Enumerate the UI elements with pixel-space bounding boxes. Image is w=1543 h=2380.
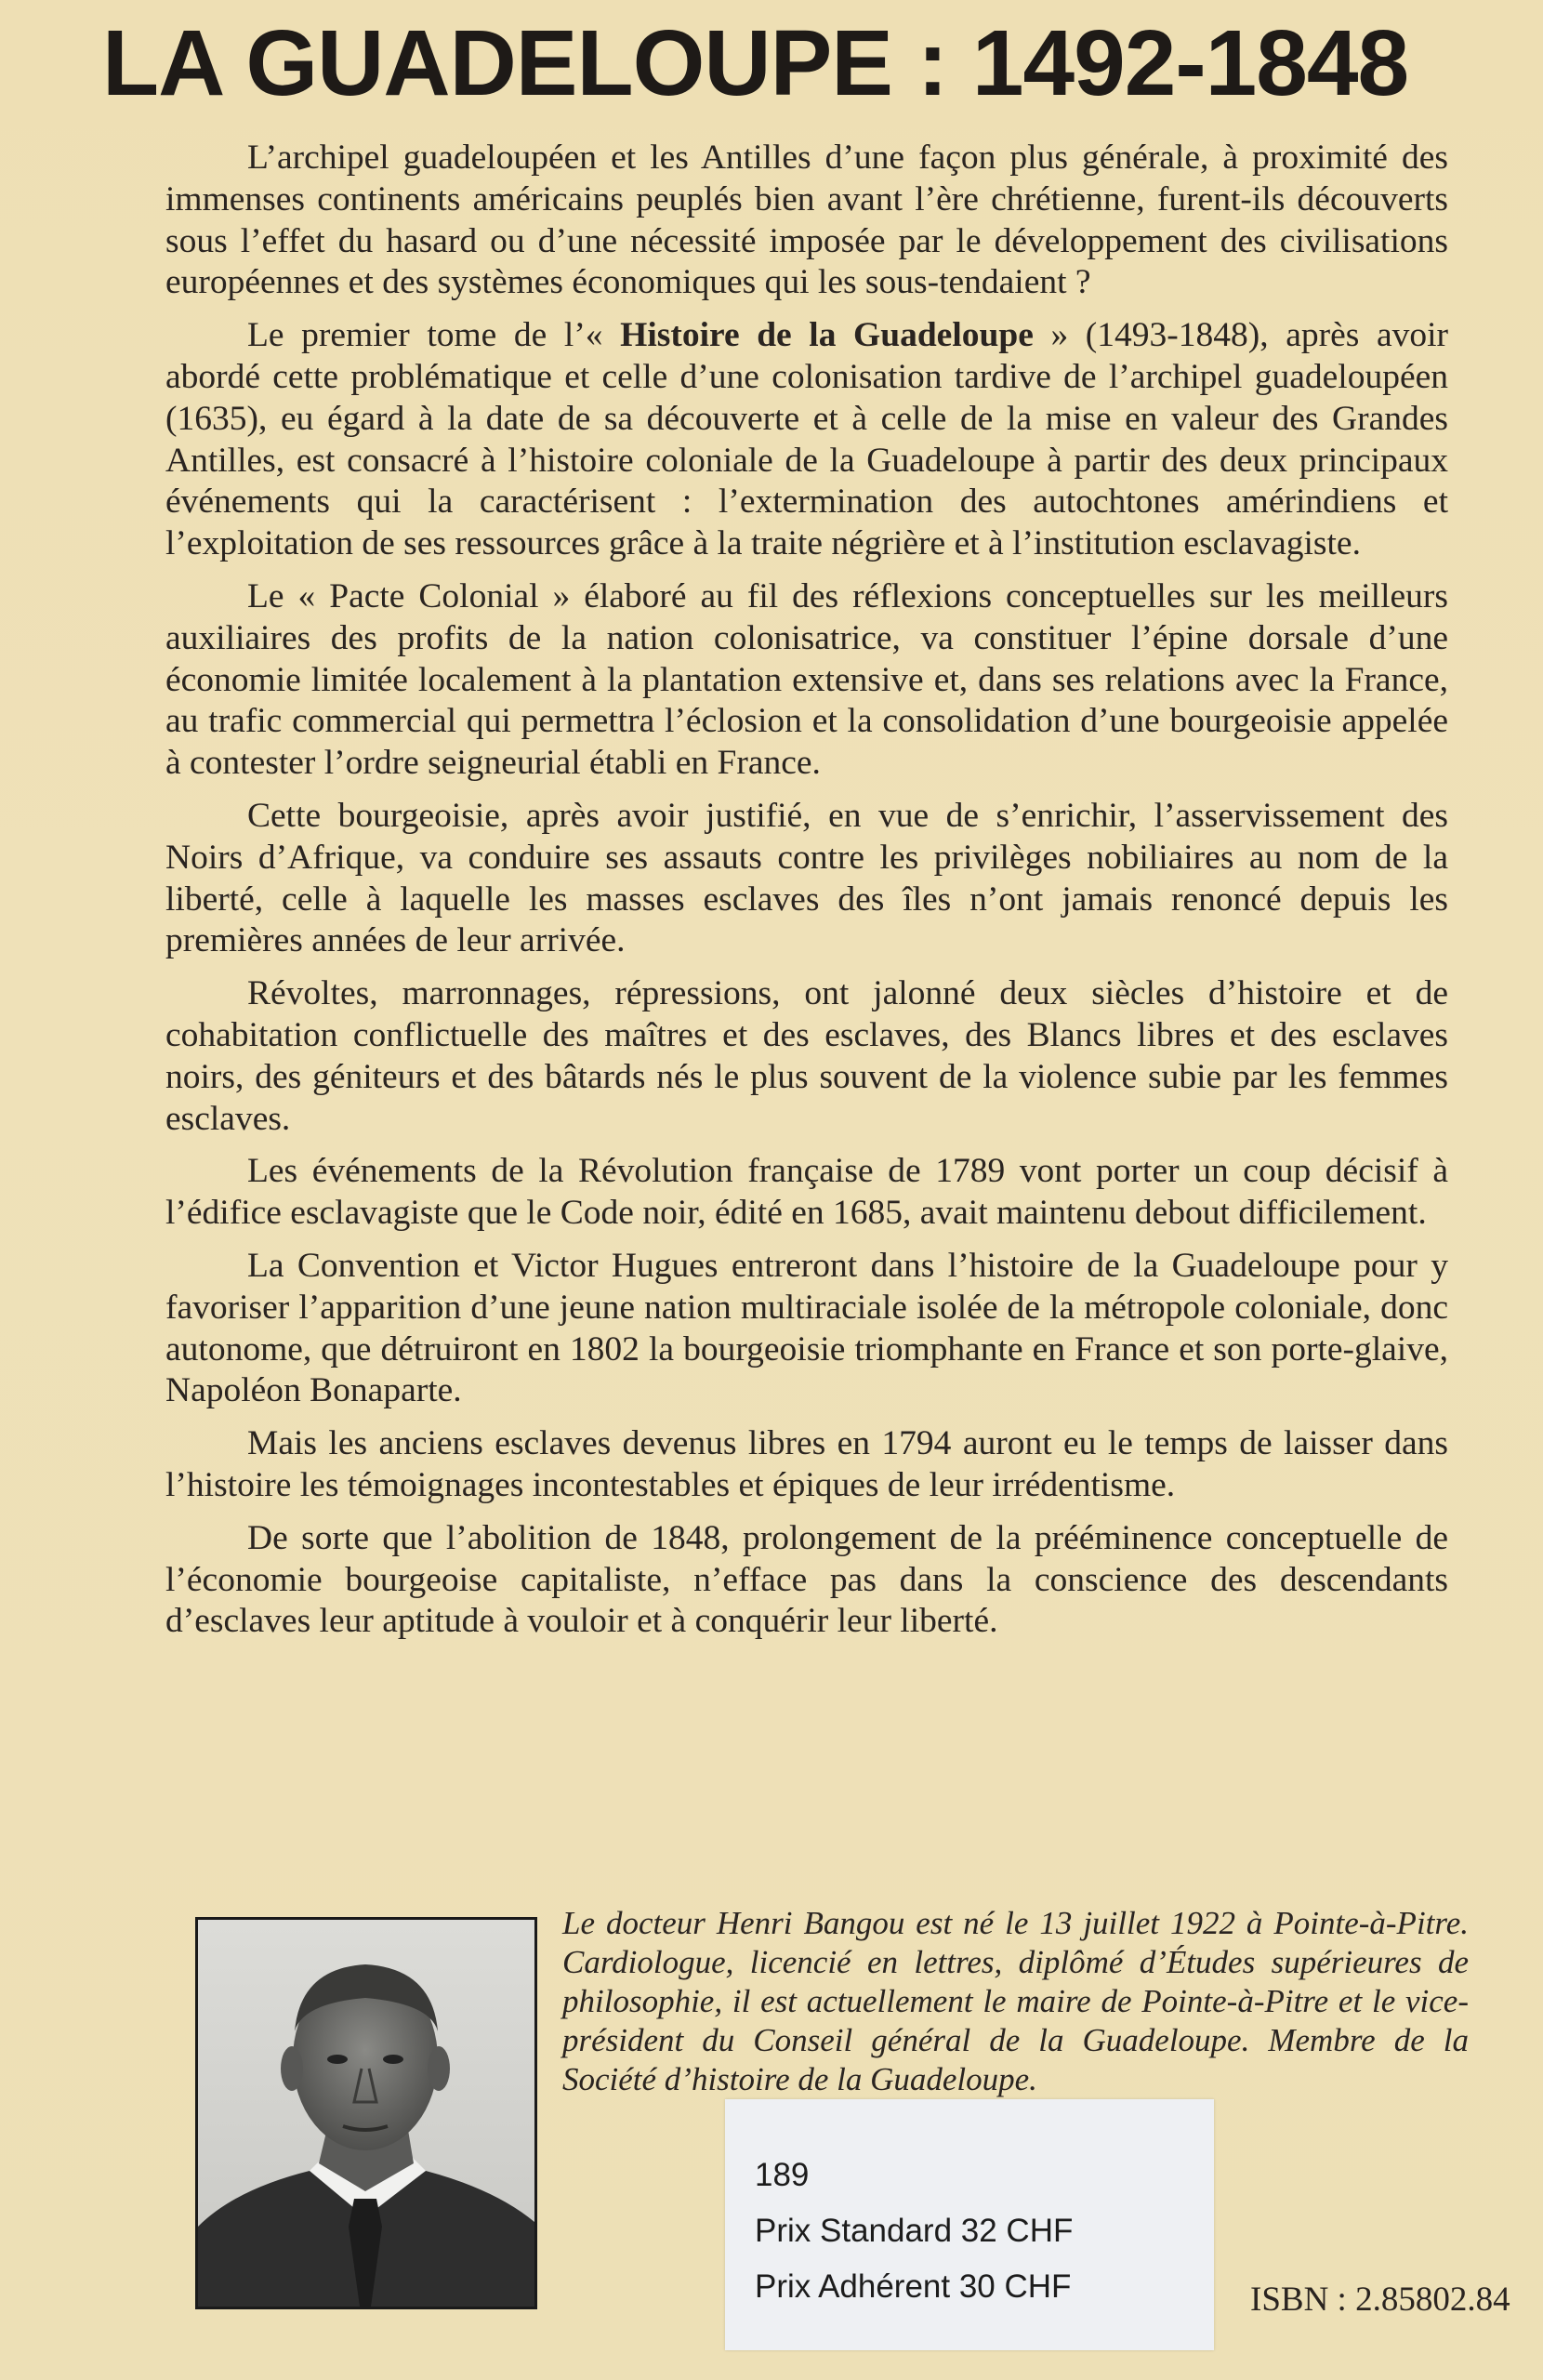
series-title: Histoire de la Guadeloupe: [620, 316, 1034, 355]
paragraph-2-before: Le premier tome de l’«: [247, 316, 621, 355]
member-price: Prix Adhérent 30 CHF: [755, 2268, 1072, 2305]
author-portrait-image: [198, 1920, 534, 2307]
paragraph-4: Cette bourgeoisie, après avoir justifié, en vue de s’enrichir, l’asservissement des Noirs d’Afrique, va conduire ses assauts contre les privilèges nobiliaires au nom de la liberté, celle à laquelle les masses esclaves des îles n’ont jamais renoncé depuis les premières années de leur arrivée.: [165, 796, 1448, 960]
isbn: ISBN : 2.85802.84: [1250, 2281, 1510, 2319]
author-photo: [195, 1917, 537, 2309]
book-title: LA GUADELOUPE : 1492-1848: [102, 11, 1409, 115]
paragraph-7: La Convention et Victor Hugues entreront dans l’histoire de la Guadeloupe pour y favoriser l’apparition d’une jeune nation multiraciale isolée de la métropole coloniale, donc autonome, que détruiront en 1802 la bourgeoisie triomphante en France et son porte-glaive, Napoléon Bonaparte.: [165, 1246, 1448, 1410]
paragraph-5: Révoltes, marronnages, répressions, ont jalonné deux siècles d’histoire et de cohabitation conflictuelle des maîtres et des esclaves, des Blancs libres et des esclaves noirs, des géniteurs et des bâtards nés le plus souvent de la violence subie par les femmes esclaves.: [165, 974, 1448, 1138]
sticker-code: 189: [755, 2157, 810, 2193]
paragraph-6: Les événements de la Révolution française de 1789 vont porter un coup décisif à l’édifice esclavagiste que le Code noir, édité en 1685, avait maintenu debout difficilement.: [165, 1152, 1448, 1233]
paragraph-9: De sorte que l’abolition de 1848, prolongement de la prééminence conceptuelle de l’économie bourgeoise capitaliste, n’efface pas dans la conscience des descendants d’esclaves leur aptitude à vouloir et à conquérir leur liberté.: [165, 1518, 1448, 1641]
price-sticker: [725, 2099, 1214, 2350]
paragraph-3: Le « Pacte Colonial » élaboré au fil des réflexions conceptuelles sur les meilleurs auxiliaires des profits de la nation colonisatrice, va constituer l’épine dorsale d’une économie limitée localement à la plantation extensive et, dans ses relations avec la France, au trafic commercial qui permettra l’éclosion et la consolidation d’une bourgeoisie appelée à contester l’ordre seigneurial établi en France.: [165, 576, 1448, 783]
paragraph-2: [165, 315, 1448, 565]
standard-price: Prix Standard 32 CHF: [755, 2213, 1074, 2249]
paragraph-8: Mais les anciens esclaves devenus libres en 1794 auront eu le temps de laisser dans l’histoire les témoignages incontestables et épiques de leur irrédentisme.: [165, 1424, 1448, 1504]
paragraph-2-after: » (1493-1848), après avoir abordé cette problématique et celle d’une colonisation tardive de l’archipel guadeloupéen (1635), eu égard à la date de sa découverte et à celle de la mise en valeur des Grandes Antilles, est consacré à l’histoire coloniale de la Guadeloupe à partir des deux principaux événements qui la caractérisent : l’extermination des autochtones amérindiens et l’exploitation de ses ressources grâce à la traite négrière et à l’institution esclavagiste.: [165, 316, 1448, 563]
summary-text: [165, 138, 1448, 1654]
paragraph-1: L’archipel guadeloupéen et les Antilles d’une façon plus générale, à proximité des immenses continents américains peuplés bien avant l’ère chrétienne, furent-ils découverts sous l’effet du hasard ou d’une nécessité imposée par le développement des civilisations européennes et des systèmes économiques qui les sous-tendaient ?: [165, 139, 1448, 302]
author-bio: Le docteur Henri Bangou est né le 13 juillet 1922 à Pointe-à-Pitre. Cardiologue, licencié en lettres, diplômé d’Études supérieures de philosophie, il est actuellement le maire de Pointe-à-Pitre et le vice-président du Conseil général de la Guadeloupe. Membre de la Société d’histoire de la Guadeloupe.: [562, 1905, 1469, 2097]
